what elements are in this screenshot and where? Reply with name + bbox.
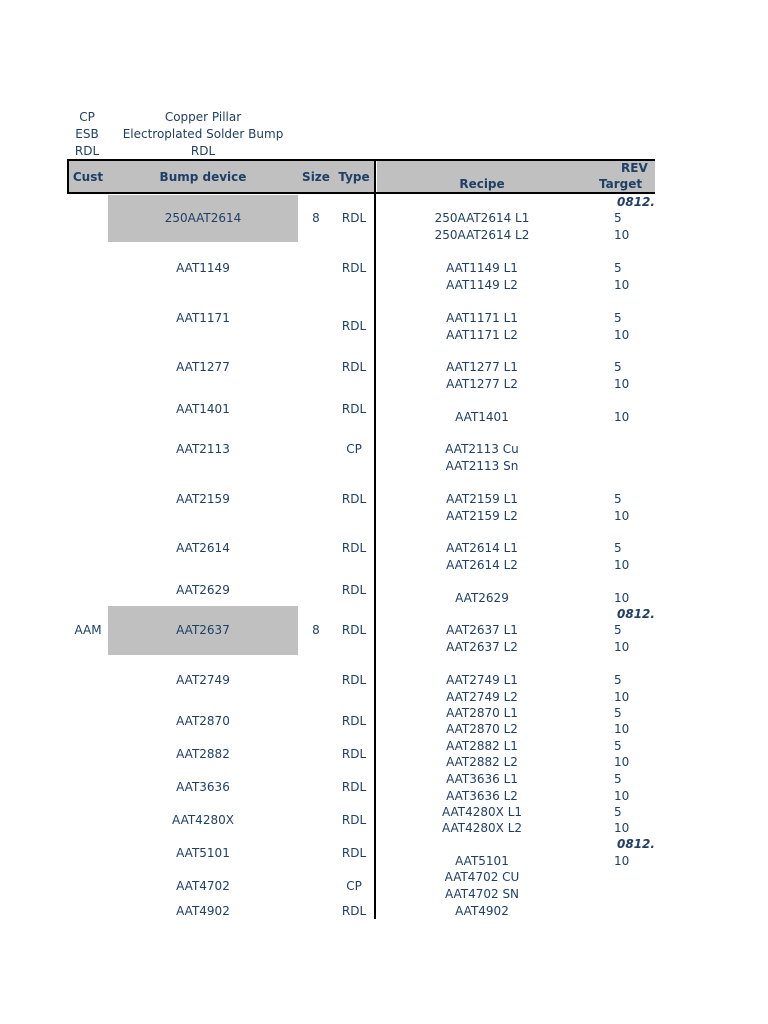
size-cell: 8 bbox=[312, 623, 320, 637]
target-cell: 5 bbox=[614, 772, 622, 786]
header-bottom-border bbox=[67, 192, 655, 194]
recipe-cell: AAT4702 SN bbox=[444, 887, 520, 901]
target-cell: 10 bbox=[614, 821, 630, 835]
header-cust: Cust bbox=[72, 170, 104, 184]
type-cell: RDL bbox=[341, 261, 367, 275]
recipe-cell: AAT1149 L1 bbox=[446, 261, 518, 275]
cust-label: AAM bbox=[74, 623, 102, 637]
recipe-cell: AAT1277 L2 bbox=[446, 377, 518, 391]
recipe-cell: AAT3636 L1 bbox=[446, 772, 518, 786]
recipe-cell: AAT1171 L2 bbox=[446, 328, 518, 342]
recipe-cell: AAT3636 L2 bbox=[446, 789, 518, 803]
type-cell: RDL bbox=[341, 541, 367, 555]
target-cell: 5 bbox=[614, 311, 622, 325]
recipe-cell: AAT2749 L1 bbox=[446, 673, 518, 687]
recipe-cell: AAT2159 L1 bbox=[446, 492, 518, 506]
device-cell: AAT2614 bbox=[176, 541, 230, 555]
header-type: Type bbox=[338, 170, 370, 184]
legend-abbr-rdl: RDL bbox=[74, 144, 100, 158]
recipe-cell: AAT1149 L2 bbox=[446, 278, 518, 292]
device-cell: AAT2637 bbox=[176, 623, 230, 637]
type-cell: RDL bbox=[341, 319, 367, 333]
type-cell: RDL bbox=[341, 747, 367, 761]
target-cell: 10 bbox=[614, 558, 630, 572]
recipe-cell: AAT2614 L2 bbox=[446, 558, 518, 572]
target-cell: 5 bbox=[614, 673, 622, 687]
target-cell: 10 bbox=[614, 509, 630, 523]
device-cell: AAT4902 bbox=[176, 904, 230, 918]
recipe-cell: AAT2882 L1 bbox=[446, 739, 518, 753]
device-cell: AAT2749 bbox=[176, 673, 230, 687]
legend-desc-esb: Electroplated Solder Bump bbox=[122, 127, 284, 141]
target-cell: 5 bbox=[614, 261, 622, 275]
recipe-cell: AAT2159 L2 bbox=[446, 509, 518, 523]
target-cell: 5 bbox=[614, 211, 622, 225]
rev-date-label: 0812. bbox=[617, 195, 655, 209]
device-cell: AAT4702 bbox=[176, 879, 230, 893]
device-cell: 250AAT2614 bbox=[164, 211, 242, 225]
target-cell: 5 bbox=[614, 541, 622, 555]
target-cell: 10 bbox=[614, 722, 630, 736]
type-cell: RDL bbox=[341, 904, 367, 918]
device-cell: AAT5101 bbox=[176, 846, 230, 860]
target-cell: 10 bbox=[614, 410, 630, 424]
target-cell: 10 bbox=[614, 328, 630, 342]
size-cell: 8 bbox=[312, 211, 320, 225]
target-cell: 10 bbox=[614, 640, 630, 654]
device-cell: AAT4280X bbox=[172, 813, 234, 827]
target-cell: 5 bbox=[614, 739, 622, 753]
type-cell: RDL bbox=[341, 623, 367, 637]
target-cell: 5 bbox=[614, 706, 622, 720]
recipe-cell: 250AAT2614 L1 bbox=[434, 211, 530, 225]
device-cell: AAT2882 bbox=[176, 747, 230, 761]
type-cell: RDL bbox=[341, 714, 367, 728]
target-cell: 5 bbox=[614, 492, 622, 506]
legend-desc-cp: Copper Pillar bbox=[164, 110, 242, 124]
header-size: Size bbox=[302, 170, 330, 184]
target-cell: 10 bbox=[614, 755, 630, 769]
recipe-cell: AAT4902 bbox=[455, 904, 509, 918]
recipe-cell: AAT4280X L2 bbox=[441, 821, 523, 835]
recipe-cell: AAT2882 L2 bbox=[446, 755, 518, 769]
header-rev: REV bbox=[621, 161, 648, 175]
recipe-cell: AAT2113 Sn bbox=[445, 459, 519, 473]
recipe-cell: AAT2629 bbox=[455, 591, 509, 605]
recipe-cell: AAT2614 L1 bbox=[446, 541, 518, 555]
type-cell: RDL bbox=[341, 492, 367, 506]
recipe-cell: AAT4702 CU bbox=[444, 870, 520, 884]
type-cell: RDL bbox=[341, 402, 367, 416]
device-cell: AAT2113 bbox=[176, 442, 230, 456]
recipe-cell: AAT5101 bbox=[455, 854, 509, 868]
target-cell: 10 bbox=[614, 228, 630, 242]
type-cell: RDL bbox=[341, 780, 367, 794]
device-cell: AAT3636 bbox=[176, 780, 230, 794]
device-cell: AAT2159 bbox=[176, 492, 230, 506]
recipe-cell: AAT2749 L2 bbox=[446, 690, 518, 704]
target-cell: 10 bbox=[614, 789, 630, 803]
target-cell: 10 bbox=[614, 854, 630, 868]
type-cell: RDL bbox=[341, 583, 367, 597]
column-divider bbox=[374, 159, 376, 919]
recipe-cell: AAT2870 L2 bbox=[446, 722, 518, 736]
recipe-cell: AAT2637 L2 bbox=[446, 640, 518, 654]
type-cell: RDL bbox=[341, 673, 367, 687]
header-bump-device: Bump device bbox=[159, 170, 247, 184]
type-cell: RDL bbox=[341, 813, 367, 827]
target-cell: 10 bbox=[614, 377, 630, 391]
type-cell: RDL bbox=[341, 846, 367, 860]
rev-date-label: 0812. bbox=[617, 837, 655, 851]
target-cell: 10 bbox=[614, 591, 630, 605]
type-cell: CP bbox=[346, 879, 362, 893]
recipe-cell: AAT2113 Cu bbox=[445, 442, 519, 456]
device-cell: AAT2870 bbox=[176, 714, 230, 728]
recipe-cell: AAT4280X L1 bbox=[441, 805, 523, 819]
recipe-cell: AAT2870 L1 bbox=[446, 706, 518, 720]
target-cell: 5 bbox=[614, 805, 622, 819]
target-cell: 5 bbox=[614, 623, 622, 637]
device-cell: AAT1171 bbox=[176, 311, 230, 325]
header-recipe: Recipe bbox=[459, 177, 505, 191]
device-cell: AAT1401 bbox=[176, 402, 230, 416]
recipe-cell: AAT1401 bbox=[455, 410, 509, 424]
legend-desc-rdl: RDL bbox=[190, 144, 216, 158]
rev-date-label: 0812. bbox=[617, 607, 655, 621]
recipe-cell: AAT2637 L1 bbox=[446, 623, 518, 637]
target-cell: 10 bbox=[614, 690, 630, 704]
recipe-cell: 250AAT2614 L2 bbox=[434, 228, 530, 242]
device-cell: AAT1277 bbox=[176, 360, 230, 374]
header-top-border bbox=[67, 159, 655, 161]
type-cell: CP bbox=[346, 442, 362, 456]
header-target: Target bbox=[599, 177, 643, 191]
type-cell: RDL bbox=[341, 211, 367, 225]
device-cell: AAT2629 bbox=[176, 583, 230, 597]
target-cell: 5 bbox=[614, 360, 622, 374]
target-cell: 10 bbox=[614, 278, 630, 292]
type-cell: RDL bbox=[341, 360, 367, 374]
recipe-cell: AAT1171 L1 bbox=[446, 311, 518, 325]
legend-abbr-cp: CP bbox=[79, 110, 95, 124]
recipe-cell: AAT1277 L1 bbox=[446, 360, 518, 374]
device-cell: AAT1149 bbox=[176, 261, 230, 275]
legend-abbr-esb: ESB bbox=[75, 127, 99, 141]
